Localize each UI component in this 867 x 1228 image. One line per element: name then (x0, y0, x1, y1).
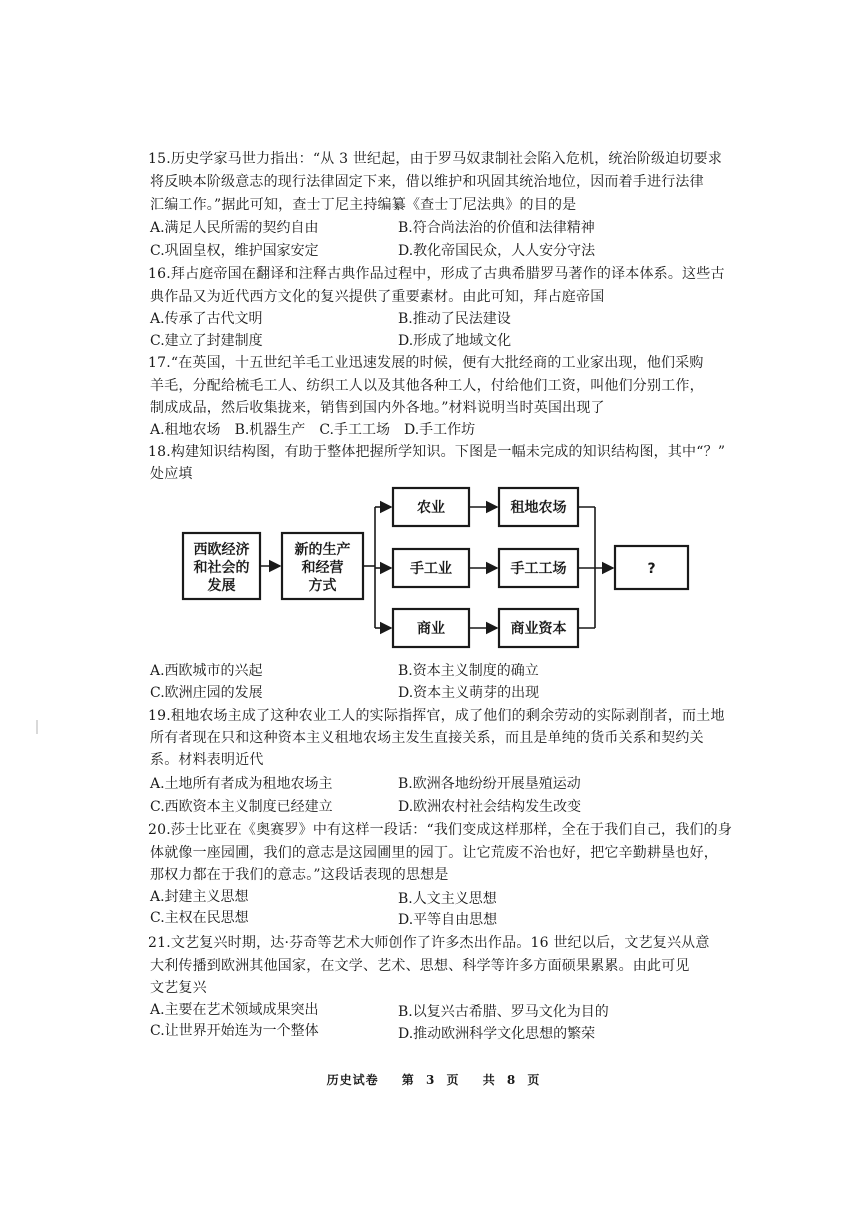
q19-stem-line-2: 所有者现在只和这种资本主义租地农场主发生直接关系，而且是单纯的货币关系和契约关 (150, 730, 704, 746)
q19-option-a: A.土地所有者成为租地农场主 (150, 776, 333, 792)
q20-stem-line-1: 20.莎士比亚在《奥赛罗》中有这样一段话：“我们变成这样那样，全在于我们自己，我们的身 (148, 822, 733, 838)
q15-stem-line-1: 15.历史学家马世力指出：“从 3 世纪起，由于罗马奴隶制社会陷入危机，统治阶级迫切要求 (148, 151, 723, 167)
q21-option-d: D.推动欧洲科学文化思想的繁荣 (398, 1026, 596, 1042)
middle-line-1: 新的生产 (294, 542, 351, 558)
q15-option-b: B.符合尚法治的价值和法律精神 (398, 220, 595, 236)
q17-option-b: B.机器生产 (234, 422, 306, 438)
q17-option-d: D.手工作坊 (403, 422, 476, 438)
q21-option-a: A.主要在艺术领域成果突出 (150, 1002, 319, 1018)
q18-option-c: C.欧洲庄园的发展 (150, 685, 263, 701)
q20-stem-line-2: 体就像一座园圃，我们的意志是这园圃里的园丁。让它荒废不治也好，把它辛勤耕垦也好， (150, 845, 718, 861)
start-line-1: 西欧经济 (193, 542, 250, 558)
q15-stem-line-3: 汇编工作。”据此可知，查士丁尼主持编纂《查士丁尼法典》的目的是 (150, 197, 577, 213)
start-line-2: 和社会的 (193, 560, 250, 576)
q16-option-c: C.建立了封建制度 (150, 333, 263, 349)
middle-line-3: 方式 (308, 578, 337, 594)
branch-handicraft: 手工业 (410, 561, 452, 577)
q16-option-b: B.推动了民法建设 (398, 311, 511, 327)
q17-stem-line-3: 制成成品，然后收集拢来，销售到国内外各地。”材料说明当时英国出现了 (150, 400, 605, 416)
q17-options (150, 419, 489, 441)
q16-stem-line-1: 16.拜占庭帝国在翻译和注释古典作品过程中，形成了古典希腊罗马著作的译本体系。这些古 (148, 266, 725, 282)
q20-option-b: B.人文主义思想 (398, 891, 497, 907)
q17-stem-line-2: 羊毛，分配给梳毛工人、纺织工人以及其他各种工人，付给他们工资，叫他们分别工作， (150, 378, 704, 394)
q15-stem-line-2: 将反映本阶级意志的现行法律固定下来，借以维护和巩固其统治地位，因而着手进行法律 (150, 174, 704, 190)
result-unknown: ? (647, 561, 656, 577)
branch-commerce: 商业 (417, 621, 445, 637)
q21-option-c: C.让世界开始连为一个整体 (150, 1023, 319, 1039)
start-line-3: 发展 (207, 578, 236, 594)
q20-option-d: D.平等自由思想 (398, 912, 498, 928)
footer-subject: 历史试卷 (326, 1073, 379, 1087)
q21-stem-line-2: 大利传播到欧洲其他国家，在文学、艺术、思想、科学等许多方面硕果累累。由此可见 (150, 958, 690, 974)
q18-option-d: D.资本主义萌芽的出现 (398, 685, 540, 701)
q16-option-d: D.形成了地域文化 (398, 333, 512, 349)
q18-stem-line-1: 18.构建知识结构图，有助于整体把握所学知识。下图是一幅未完成的知识结构图，其中“？” (148, 444, 726, 460)
result-rented-farm: 租地农场 (510, 500, 567, 516)
scan-mark (36, 720, 38, 734)
q17-option-a: A.租地农场 (150, 422, 221, 438)
footer-total: 共 8 页 (482, 1073, 541, 1087)
knowledge-structure-diagram (175, 480, 695, 655)
q16-stem-line-2: 典作品又为近代西方文化的复兴提供了重要素材。由此可知，拜占庭帝国 (150, 289, 605, 305)
q19-option-d: D.欧洲农村社会结构发生改变 (398, 799, 582, 815)
result-commercial-capital: 商业资本 (510, 621, 567, 637)
q21-option-b: B.以复兴古希腊、罗马文化为目的 (398, 1004, 609, 1020)
q15-option-d: D.教化帝国民众，人人安分守法 (398, 243, 596, 259)
q21-stem-line-1: 21.文艺复兴时期，达·芬奇等艺术大师创作了许多杰出作品。16 世纪以后，文艺复兴从意 (148, 935, 710, 951)
middle-line-2: 和经营 (301, 560, 344, 576)
q19-stem-line-1: 19.租地农场主成了这种农业工人的实际指挥官，成了他们的剩余劳动的实际剥削者，而土地 (148, 708, 725, 724)
q17-option-c: C.手工工场 (319, 422, 390, 438)
q19-option-b: B.欧洲各地纷纷开展垦殖运动 (398, 776, 581, 792)
q15-option-c: C.巩固皇权，维护国家安定 (150, 243, 319, 259)
q20-option-a: A.封建主义思想 (150, 889, 249, 905)
q15-option-a: A.满足人民所需的契约自由 (150, 220, 319, 236)
branch-agriculture: 农业 (417, 500, 445, 516)
q18-option-a: A.西欧城市的兴起 (150, 663, 263, 679)
page-footer (0, 1071, 867, 1088)
q20-stem-line-3: 那权力都在于我们的意志。”这段话表现的思想是 (150, 867, 449, 883)
q20-option-c: C.主权在民思想 (150, 910, 249, 926)
footer-page: 第 3 页 (401, 1073, 460, 1087)
q21-stem-line-3: 文艺复兴 (150, 980, 207, 996)
q19-option-c: C.西欧资本主义制度已经建立 (150, 799, 333, 815)
q16-option-a: A.传承了古代文明 (150, 311, 263, 327)
result-workshop: 手工工场 (510, 561, 567, 577)
q18-stem-line-2: 处应填 (150, 466, 193, 482)
q17-stem-line-1: 17.“在英国，十五世纪羊毛工业迅速发展的时候，便有大批经商的工业家出现，他们采购 (148, 355, 704, 371)
q19-stem-line-3: 系。材料表明近代 (150, 752, 264, 768)
q18-option-b: B.资本主义制度的确立 (398, 663, 539, 679)
